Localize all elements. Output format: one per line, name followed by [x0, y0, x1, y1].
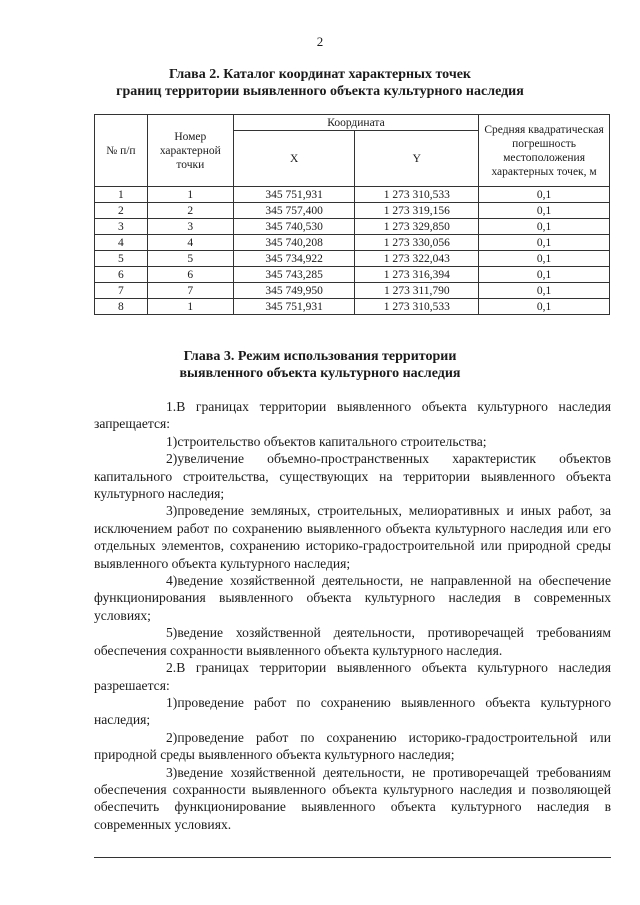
list-item-text: В границах территории выявленного объекта культурного наследия запрещается: — [94, 399, 611, 432]
list-item — [94, 572, 611, 624]
header-point-number: Номер характерной точки — [147, 115, 233, 187]
cell-point-number: 5 — [147, 251, 233, 267]
header-coordinate: Координата — [233, 115, 478, 131]
cell-error: 0,1 — [479, 219, 610, 235]
cell-y: 1 273 319,156 — [355, 203, 479, 219]
coordinates-table-body — [95, 187, 610, 315]
list-item-number: 3) — [166, 503, 178, 519]
header-mean-square-error: Средняя квадратическая погрешность местоположения характерных точек, м — [479, 115, 610, 187]
table-row — [95, 283, 610, 299]
cell-error: 0,1 — [479, 251, 610, 267]
chapter-2-title — [0, 66, 640, 100]
table-row — [95, 299, 610, 315]
list-item — [94, 450, 611, 502]
list-item-text: увеличение объемно-пространственных характеристик объектов капитального строительства, существующих на территории выявленного объекта культурного наследия; — [94, 451, 611, 502]
list-item — [94, 659, 611, 694]
table-row — [95, 235, 610, 251]
cell-y: 1 273 330,056 — [355, 235, 479, 251]
list-item-number: 3) — [166, 764, 178, 780]
cell-error: 0,1 — [479, 283, 610, 299]
cell-x: 345 751,931 — [233, 187, 355, 203]
cell-x: 345 743,285 — [233, 267, 355, 283]
footer-divider — [94, 857, 611, 858]
cell-y: 1 273 310,533 — [355, 299, 479, 315]
cell-x: 345 734,922 — [233, 251, 355, 267]
list-item-text: проведение работ по сохранению историко-градостроительной или природной среды выявленного объекта культурного наследия; — [94, 729, 611, 763]
header-x: X — [233, 131, 355, 187]
header-y: Y — [355, 131, 479, 187]
list-item-number: 2) — [166, 451, 178, 467]
list-item-text: проведение земляных, строительных, мелиоративных и иных работ, за исключением работ по сохранению выявленного объекта культурного наследия или его отдельных элементов, сохранению историко-градостроительной или природной среды выявленного объекта культурного наследия; — [94, 503, 611, 571]
cell-y: 1 273 322,043 — [355, 251, 479, 267]
cell-point-number: 6 — [147, 267, 233, 283]
cell-row-number: 1 — [95, 187, 148, 203]
list-item-text: ведение хозяйственной деятельности, противоречащей требованиям обеспечения сохранности выявленного объекта культурного наследия. — [94, 625, 611, 658]
list-item-number: 1) — [166, 694, 178, 710]
cell-x: 345 751,931 — [233, 299, 355, 315]
list-item-text: ведение хозяйственной деятельности, не противоречащей требованиям обеспечения сохранности выявленного объекта культурного наследия и позволяющей обеспечить функционирование выявленного объекта культурного наследия в современных условиях. — [94, 764, 611, 832]
table-row — [95, 187, 610, 203]
cell-row-number: 4 — [95, 235, 148, 251]
list-item-number: 1) — [166, 433, 178, 449]
table-row — [95, 267, 610, 283]
list-item — [94, 398, 611, 433]
list-item-text: В границах территории выявленного объекта культурного наследия разрешается: — [94, 660, 611, 693]
list-item-text: строительство объектов капитального строительства; — [177, 433, 487, 449]
cell-row-number: 7 — [95, 283, 148, 299]
list-item-number: 5) — [166, 625, 178, 641]
cell-point-number: 7 — [147, 283, 233, 299]
chapter-2-title-line-2: границ территории выявленного объекта культурного наследия — [116, 84, 524, 99]
cell-y: 1 273 310,533 — [355, 187, 479, 203]
chapter-3-body — [94, 398, 611, 833]
list-item-text: проведение работ по сохранению выявленного объекта культурного наследия; — [94, 694, 611, 728]
cell-point-number: 3 — [147, 219, 233, 235]
list-item-text: ведение хозяйственной деятельности, не направленной на обеспечение функционирования выявленного объекта культурного наследия в современных условиях; — [94, 573, 611, 623]
cell-row-number: 6 — [95, 267, 148, 283]
cell-x: 345 740,208 — [233, 235, 355, 251]
chapter-2-title-line-1: Глава 2. Каталог координат характерных точек — [169, 67, 471, 82]
list-item — [94, 694, 611, 729]
cell-error: 0,1 — [479, 267, 610, 283]
cell-row-number: 8 — [95, 299, 148, 315]
cell-error: 0,1 — [479, 187, 610, 203]
cell-row-number: 3 — [95, 219, 148, 235]
list-item — [94, 764, 611, 834]
list-item-number: 2) — [166, 729, 178, 745]
table-row — [95, 251, 610, 267]
coordinates-table — [94, 114, 610, 315]
cell-error: 0,1 — [479, 299, 610, 315]
cell-x: 345 749,950 — [233, 283, 355, 299]
cell-point-number: 1 — [147, 187, 233, 203]
list-item — [94, 729, 611, 764]
header-row-number: № п/п — [95, 115, 148, 187]
chapter-3-title-line-2: выявленного объекта культурного наследия — [179, 366, 461, 381]
cell-y: 1 273 329,850 — [355, 219, 479, 235]
cell-y: 1 273 311,790 — [355, 283, 479, 299]
cell-y: 1 273 316,394 — [355, 267, 479, 283]
list-item-number: 4) — [166, 573, 178, 589]
list-item — [94, 433, 611, 450]
list-item-number: 1. — [166, 399, 177, 414]
cell-error: 0,1 — [479, 203, 610, 219]
page-number: 2 — [316, 34, 324, 49]
list-item — [94, 502, 611, 572]
list-item — [94, 624, 611, 659]
list-item-number: 2. — [166, 660, 177, 676]
table-row — [95, 219, 610, 235]
cell-x: 345 740,530 — [233, 219, 355, 235]
cell-row-number: 2 — [95, 203, 148, 219]
chapter-3-title — [0, 348, 640, 382]
cell-row-number: 5 — [95, 251, 148, 267]
table-row — [95, 203, 610, 219]
cell-point-number: 1 — [147, 299, 233, 315]
cell-point-number: 2 — [147, 203, 233, 219]
cell-point-number: 4 — [147, 235, 233, 251]
cell-x: 345 757,400 — [233, 203, 355, 219]
chapter-3-title-line-1: Глава 3. Режим использования территории — [183, 349, 457, 364]
cell-error: 0,1 — [479, 235, 610, 251]
